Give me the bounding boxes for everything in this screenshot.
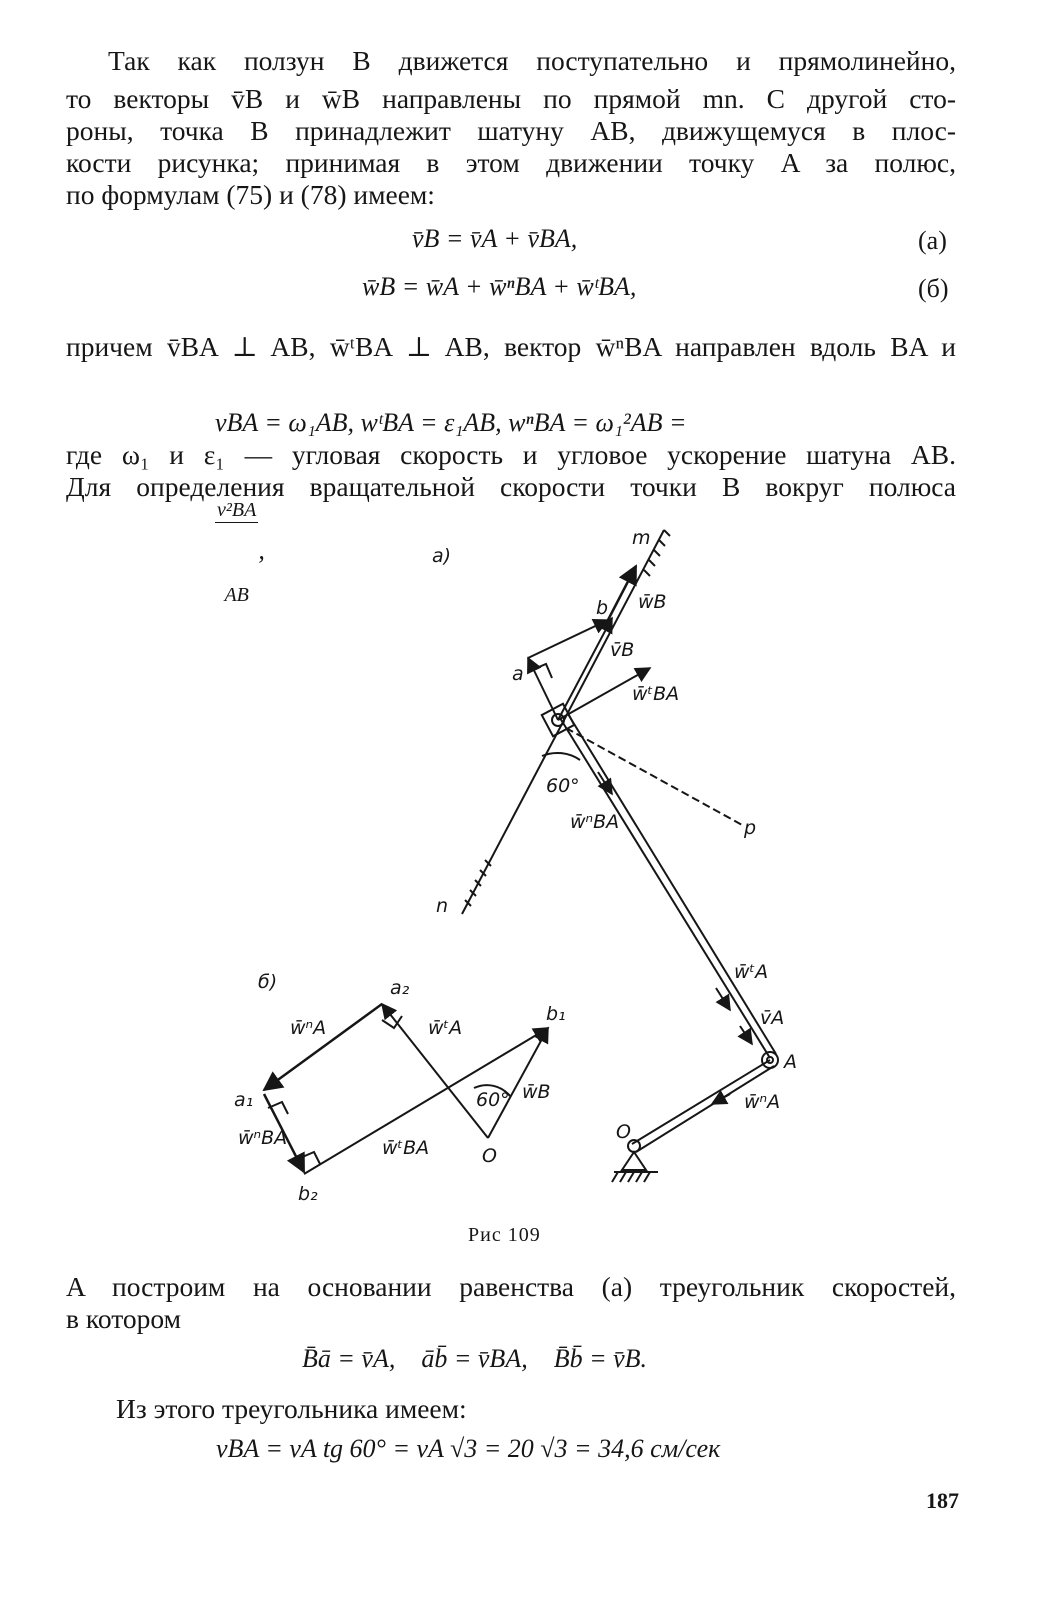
- label-b1: b₁: [546, 1003, 566, 1025]
- equation-b: w̄B = w̄A + w̄ⁿBA + w̄ᵗBA,: [362, 272, 637, 301]
- label-poly-wB: w̄B: [522, 1081, 551, 1103]
- vector-Ba: [528, 658, 558, 720]
- label-b2: b₂: [298, 1183, 318, 1205]
- equation-c-left: vBA = ω₁AB, wᵗBA = ε₁AB, wⁿBA = ω₁²AB =: [215, 408, 687, 437]
- label-A: A: [784, 1051, 797, 1073]
- label-poly-wnBA: w̄ⁿBA: [238, 1127, 288, 1149]
- equation-c-numerator: v²BA: [217, 499, 257, 521]
- rod-AB: [560, 718, 770, 1058]
- label-a2: a₂: [390, 977, 410, 999]
- label-poly-wtA: w̄ᵗA: [428, 1017, 463, 1039]
- label-wtA: w̄ᵗA: [734, 961, 769, 983]
- label-poly-wnA: w̄ⁿA: [290, 1017, 327, 1039]
- page-number: 187: [926, 1488, 959, 1513]
- label-a: a: [512, 663, 524, 685]
- label-part-b: б): [258, 971, 278, 993]
- label-wtBA: w̄ᵗBA: [632, 683, 680, 705]
- support-O-ground: [612, 1172, 658, 1182]
- figure-caption: Рис 109: [468, 1224, 541, 1246]
- rod-AB-edge: [568, 714, 776, 1054]
- right-angle-b2: [300, 1152, 320, 1164]
- paragraph-3-line-1: где ω₁ и ε₁ — угловая скорость и угловое ускорение шатуна AB.: [66, 439, 956, 470]
- support-O-base: [622, 1152, 646, 1170]
- paragraph-4-line-1: A построим на основании равенства (а) треугольник скоростей,: [66, 1271, 956, 1302]
- paragraph-1-line-4: кости рисунка; принимая в этом движении точку A за полюс,: [66, 147, 956, 178]
- paragraph-2-line-1: причем v̄BA ⊥ AB, w̄ᵗBA ⊥ AB, вектор w̄ⁿBA направлен вдоль BA и: [66, 331, 956, 362]
- label-vA: v̄A: [760, 1007, 785, 1029]
- label-n: n: [436, 895, 449, 917]
- label-b: b: [596, 597, 609, 619]
- label-angle-a: 60°: [546, 775, 580, 797]
- label-p: p: [744, 817, 757, 839]
- angle-arc-a: [542, 753, 580, 760]
- paragraph-4-line-2: в котором: [66, 1303, 181, 1334]
- equation-a: v̄B = v̄A + v̄BA,: [412, 224, 578, 253]
- label-a1: a₁: [234, 1089, 254, 1111]
- equation-c: vBA = ω₁AB, wᵗBA = ε₁AB, wⁿBA = ω₁²AB = $\frac{\text{v²BA}}{AB}$ ,: [202, 378, 687, 667]
- paragraph-1-line-2: то векторы v̄B и w̄B направлены по прямой mn. С другой сто-: [66, 83, 956, 114]
- equation-b-tag: (б): [918, 274, 949, 303]
- paragraph-1-line-1: Так как ползун B движется поступательно и прямолинейно,: [108, 45, 956, 76]
- label-O: O: [616, 1121, 631, 1143]
- paragraph-5-line-1: Из этого треугольника имеем:: [116, 1393, 467, 1424]
- label-vB: v̄B: [610, 639, 635, 661]
- paragraph-3-line-2: Для определения вращательной скорости точки B вокруг полюса: [66, 471, 956, 502]
- label-part-a: а): [432, 545, 452, 567]
- vector-ab: [528, 620, 608, 658]
- paragraph-1-line-5: по формулам (75) и (78) имеем:: [66, 179, 435, 210]
- vector-vA: [740, 1026, 752, 1044]
- label-wnA: w̄ⁿA: [744, 1091, 781, 1113]
- label-wnBA: w̄ⁿBA: [570, 811, 620, 833]
- vector-wnA: [712, 1094, 730, 1104]
- label-poly-wtBA: w̄ᵗBA: [382, 1137, 430, 1159]
- label-m: m: [632, 527, 651, 549]
- label-wB-top: w̄B: [638, 591, 667, 613]
- equation-a-tag: (а): [918, 226, 947, 255]
- label-angle-b: 60°: [476, 1089, 510, 1111]
- equation-d: B̄ā = v̄A, āb̄ = v̄BA, B̄b̄ = v̄B.: [302, 1344, 648, 1373]
- paragraph-1-line-3: роны, точка B принадлежит шатуну AB, движущемуся в плос-: [66, 115, 956, 146]
- equation-e: vBA = vA tg 60° = vA √3 = 20 √3 = 34,6 см/сек: [216, 1434, 721, 1463]
- label-O-poly: O: [482, 1145, 497, 1167]
- figure-109: [0, 510, 1042, 1230]
- equation-c-denominator: AB: [224, 584, 249, 606]
